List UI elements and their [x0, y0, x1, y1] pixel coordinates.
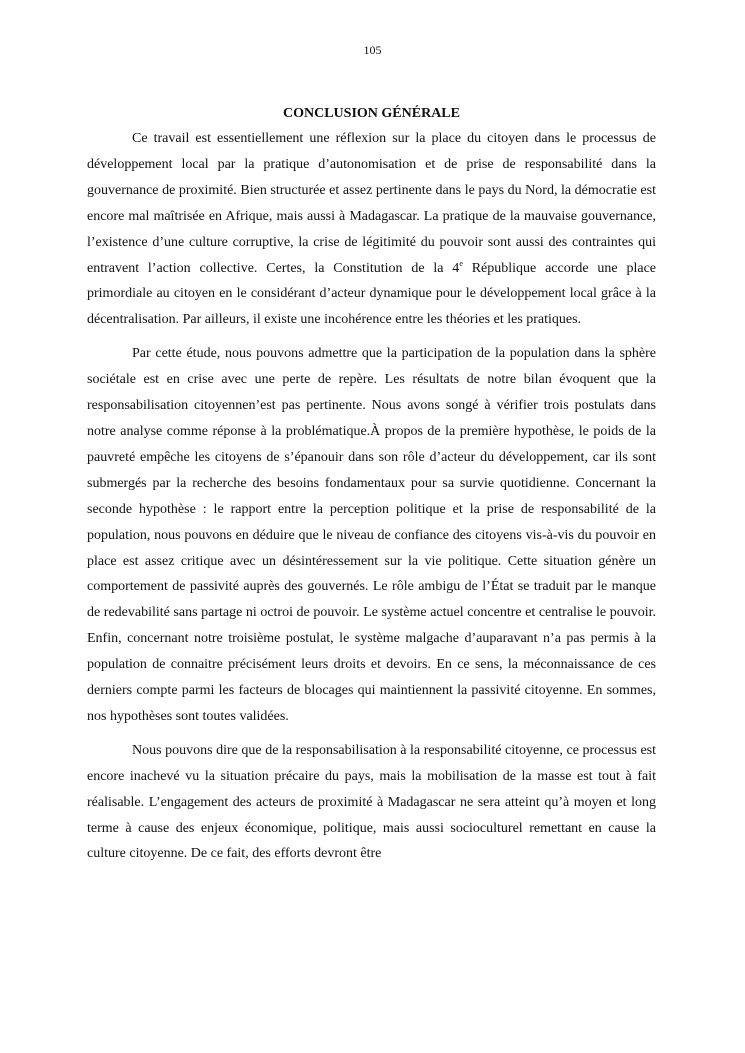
paragraph-3: Nous pouvons dire que de la responsabilisation à la responsabilité citoyenne, ce processus est encore inachevé vu la situation précaire du pays, mais la mobilisation de la masse est tout à fait réalisable. L’engagement des acteurs de proximité à Madagascar ne sera atteint qu’à moyen et long terme à cause des enjeux économique, politique, mais aussi socioculturel remettant en cause la culture citoyenne. De ce fait, des efforts devront être	[87, 742, 656, 862]
page-number: 105	[363, 43, 382, 57]
page-title: CONCLUSION GÉNÉRALE	[283, 106, 460, 121]
paragraph-1	[87, 126, 656, 333]
paragraph-1-text-b: République accorde une place primordiale au citoyen en le considérant d’acteur dynamique pour le développement local grâce à la décentralisation. Par ailleurs, il existe une incohérence entre les théories et les pratiques.	[87, 260, 656, 328]
paragraph-1-text-a: Ce travail est essentiellement une réflexion sur la place du citoyen dans le processus de développement local par la pratique d’autonomisation et de prise de responsabilité dans la gouvernance de proximité. Bien structurée et assez pertinente dans le pays du Nord, la démocratie est encore mal maîtrisée en Afrique, mais aussi à Madagascar. La pratique de la mauvaise gouvernance, l’existence d’une culture corruptive, la crise de légitimité du pouvoir sont aussi des contraintes qui entravent l’action collective. Certes, la Constitution de la 4	[87, 131, 656, 276]
paragraph-2: Par cette étude, nous pouvons admettre que la participation de la population dans la sphère sociétale est en crise avec une perte de repère. Les résultats de notre bilan évoquent que la responsabilisation citoyennen’est pas pertinente. Nous avons songé à vérifier trois postulats dans notre analyse comme réponse à la problématique.À propos de la première hypothèse, le poids de la pauvreté empêche les citoyens de s’épanouir dans son rôle d’acteur du développement, car ils sont submergés par la recherche des besoins fondamentaux pour sa survie quotidienne. Concernant la seconde hypothèse : le rapport entre la perception politique et la prise de responsabilité de la population, nous pouvons en déduire que le niveau de confiance des citoyens vis-à-vis du pouvoir en place est assez critique avec un désintéressement sur la vie politique. Cette situation génère un comportement de passivité auprès des gouvernés. Le rôle ambigu de l’État se traduit par le manque de redevabilité sans partage ni octroi de pouvoir. Le système actuel concentre et centralise le pouvoir. Enfin, concernant notre troisième postulat, le système malgache d’auparavant n’a pas permis à la population de connaitre précisément leurs droits et devoirs. En ce sens, la méconnaissance de ces derniers compte parmi les facteurs de blocages qui maintiennent la passivité citoyenne. En sommes, nos hypothèses sont toutes validées.	[87, 346, 656, 724]
body-text	[87, 126, 656, 867]
superscript-e: e	[459, 258, 463, 268]
